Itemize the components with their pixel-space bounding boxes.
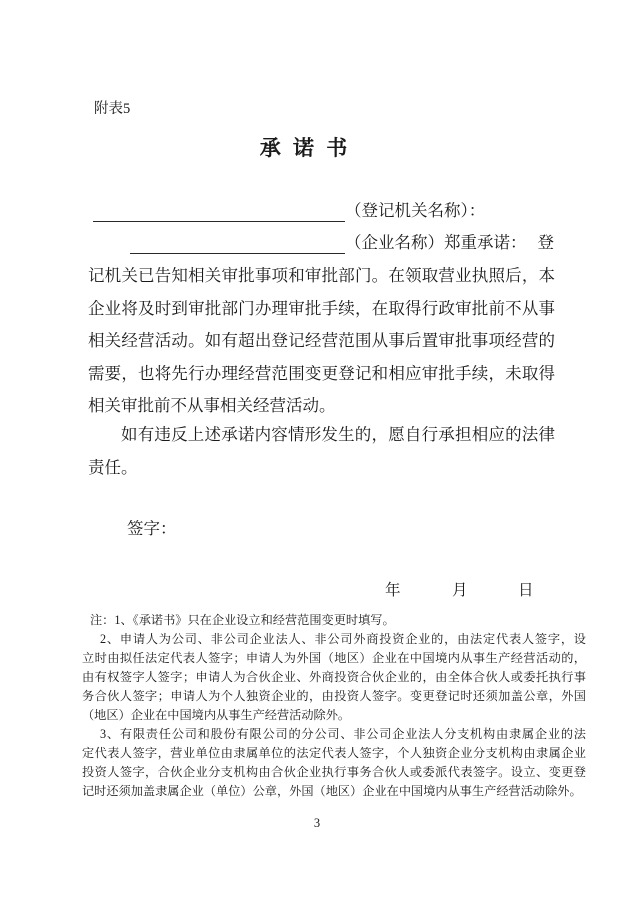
note-2-line: 务合伙人签字；申请人为个人独资企业的，由投资人签字。变更登记时还须加盖公章，外国	[82, 689, 586, 703]
body-text-line: 如有违反上述承诺内容情形发生的，愿自行承担相应的法律	[121, 425, 555, 444]
page-title: 承 诺 书	[259, 136, 349, 160]
note-3-line: 定代表人签字，营业单位由隶属单位的法定代表人签字，个人独资企业分支机构由隶属企业	[82, 746, 586, 760]
body-text-line: 责任。	[88, 457, 138, 477]
enterprise-line-tail-char: 登	[537, 233, 554, 252]
date-month-label: 月	[452, 582, 468, 599]
body-text-line: 相关经营活动。如有超出登记经营范围从事后置审批事项经营的	[88, 331, 555, 351]
registry-authority-label: （登记机关名称）：	[345, 201, 486, 220]
commitment-paragraph	[88, 260, 555, 423]
page-number: 3	[313, 816, 321, 830]
liability-paragraph	[88, 419, 555, 484]
enterprise-name-blank-field[interactable]	[130, 231, 345, 254]
body-text-line: 相关审批前不从事相关经营活动。	[88, 396, 336, 416]
body-text-line: 需要，也将先行办理经营范围变更登记和相应审批手续，未取得	[88, 363, 555, 383]
note-3-line: 投资人签字，合伙企业分支机构由合伙企业执行事务合伙人或委派代表签字。设立、变更登	[82, 765, 586, 779]
note-3-line: 3、有限责任公司和股份有限公司的分公司、非公司企业法人分支机构由隶属企业的法	[100, 727, 586, 741]
note-2-line: （地区）企业在中国境内从事生产经营活动除外。	[82, 708, 351, 722]
note-2-line: 由有权签字人签字；申请人为合伙企业、外商投资合伙企业的，由全体合伙人或委托执行事	[82, 670, 586, 684]
body-text-line: 记机关已告知相关审批事项和审批部门。在领取营业执照后，本	[88, 266, 555, 285]
date-year-label: 年	[385, 582, 401, 599]
registry-authority-blank-field[interactable]	[93, 199, 345, 222]
footnotes	[82, 611, 586, 801]
registry-authority-line	[93, 198, 554, 222]
enterprise-name-label: （企业名称）郑重承诺：	[345, 233, 527, 252]
date-day-label: 日	[518, 582, 534, 599]
note-3-line: 记时还须加盖隶属企业（单位）公章，外国（地区）企业在中国境内从事生产经营活动除外。	[82, 784, 582, 798]
appendix-label: 附表5	[94, 101, 131, 117]
note-2-line: 立时由拟任法定代表人签字；申请人为外国（地区）企业在中国境内从事生产经营活动的，	[82, 651, 586, 665]
note-2-line: 2、申请人为公司、非公司企业法人、非公司外商投资企业的，由法定代表人签字，设	[100, 632, 586, 646]
body-text-line: 企业将及时到审批部门办理审批手续，在取得行政审批前不从事	[88, 298, 555, 318]
note-1-line: 注：1、《承诺书》只在企业设立和经营范围变更时填写。	[90, 613, 395, 627]
signature-label[interactable]: 签字：	[127, 519, 177, 538]
enterprise-name-line	[130, 230, 554, 254]
